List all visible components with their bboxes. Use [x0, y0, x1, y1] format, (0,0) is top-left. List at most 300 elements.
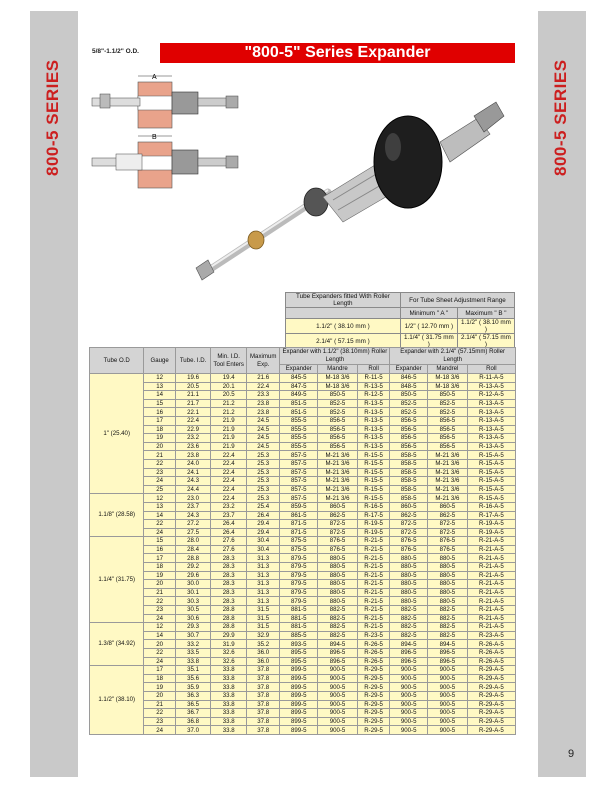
table-cell: 896-5 — [428, 649, 468, 658]
table-cell: 29.2 — [175, 563, 211, 572]
table-cell: 27.6 — [211, 545, 247, 554]
table-row — [90, 382, 516, 391]
table-cell: 871-5 — [280, 520, 318, 529]
min-id-header: Min. I.D. Tool Enters — [211, 348, 247, 374]
table-cell: 29.6 — [175, 571, 211, 580]
table-row — [90, 425, 516, 434]
tube-od-cell: 1.1/4" (31.75) — [90, 537, 144, 623]
table-cell: 900-5 — [390, 691, 428, 700]
table-cell: R-21-A-5 — [467, 614, 515, 623]
table-row — [90, 717, 516, 726]
table-cell: 851-5 — [280, 399, 318, 408]
tube-od-cell: 1" (25.40) — [90, 374, 144, 494]
table-cell: R-21-5 — [357, 571, 389, 580]
table-cell: 33.2 — [175, 640, 211, 649]
table-cell: 862-5 — [428, 511, 468, 520]
table-cell: 896-5 — [318, 657, 358, 666]
table-cell: 23.7 — [175, 502, 211, 511]
table-cell: 899-5 — [280, 674, 318, 683]
table-cell: R-21-A-5 — [467, 563, 515, 572]
left-sidebar — [30, 11, 78, 777]
table-cell: 22.4 — [175, 416, 211, 425]
table-cell: 855-5 — [280, 425, 318, 434]
table-cell: 880-5 — [318, 563, 358, 572]
table-cell: R-13-5 — [357, 442, 389, 451]
table-cell: 899-5 — [280, 700, 318, 709]
table-cell: R-15-A-5 — [467, 494, 515, 503]
table-cell: 882-5 — [390, 631, 428, 640]
table-row — [90, 666, 516, 675]
table-cell: R-21-5 — [357, 537, 389, 546]
table-cell: 31.3 — [246, 571, 279, 580]
table-cell: 856-5 — [390, 416, 428, 425]
table-cell: R-21-5 — [357, 545, 389, 554]
table-cell: R-29-A-5 — [467, 666, 515, 675]
table-cell: 23.8 — [246, 399, 279, 408]
table-cell: R-26-A-5 — [467, 640, 515, 649]
table-cell: R-15-5 — [357, 468, 389, 477]
table-cell: R-29-5 — [357, 683, 389, 692]
table-cell: R-13-A-5 — [467, 425, 515, 434]
table-cell: 31.5 — [246, 606, 279, 615]
table-cell: 21.9 — [211, 442, 247, 451]
table-cell: 37.8 — [246, 726, 279, 735]
table-row — [90, 588, 516, 597]
table-cell: R-11-5 — [357, 374, 389, 383]
table-cell: R-29-5 — [357, 666, 389, 675]
table-cell: 22.4 — [211, 451, 247, 460]
maximum-b-header: Maximum " B " — [457, 308, 514, 319]
table-cell: 14 — [144, 631, 175, 640]
table-cell: 23.6 — [175, 442, 211, 451]
table-cell: 30.1 — [175, 588, 211, 597]
table-cell: 13 — [144, 382, 175, 391]
table-cell: 22.4 — [211, 459, 247, 468]
table-cell: 857-5 — [280, 494, 318, 503]
table-cell: R-13-5 — [357, 425, 389, 434]
table-cell: 856-5 — [318, 425, 358, 434]
roll2-header: Roll — [467, 365, 515, 374]
diagram-label-b: B — [152, 134, 157, 141]
table-cell: 880-5 — [390, 563, 428, 572]
table-cell: 900-5 — [428, 709, 468, 718]
table-row — [90, 674, 516, 683]
table-cell: 24.3 — [175, 477, 211, 486]
table-cell: 856-5 — [390, 425, 428, 434]
table-cell: 21.2 — [211, 399, 247, 408]
table-cell: 23 — [144, 717, 175, 726]
table-cell: 28.3 — [211, 580, 247, 589]
adjustment-row: 1.1/2" ( 38.10 mm ) 1/2" ( 12.70 mm ) 1.1/2" ( 38.10 mm ) — [286, 319, 515, 334]
table-cell: 896-5 — [428, 657, 468, 666]
table-cell: 881-5 — [280, 623, 318, 632]
table-cell: 880-5 — [318, 554, 358, 563]
table-cell: 23 — [144, 468, 175, 477]
table-cell: R-15-5 — [357, 451, 389, 460]
table-cell: 860-5 — [428, 502, 468, 511]
table-cell: R-13-5 — [357, 382, 389, 391]
table-cell: 26.4 — [211, 528, 247, 537]
table-row — [90, 511, 516, 520]
table-cell: R-29-5 — [357, 674, 389, 683]
table-cell: 31.9 — [211, 640, 247, 649]
table-row — [90, 691, 516, 700]
table-cell: 28.0 — [175, 537, 211, 546]
table-cell: 872-5 — [318, 520, 358, 529]
table-cell: 900-5 — [390, 674, 428, 683]
table-cell: 27.5 — [175, 528, 211, 537]
table-cell: 30.3 — [175, 597, 211, 606]
table-cell: 872-5 — [428, 528, 468, 537]
drive-shank — [440, 102, 504, 162]
table-cell: 900-5 — [318, 683, 358, 692]
table-cell: R-21-5 — [357, 614, 389, 623]
table-cell: 18 — [144, 674, 175, 683]
table-cell: 881-5 — [280, 614, 318, 623]
table-cell: R-15-5 — [357, 459, 389, 468]
right-sidebar — [538, 11, 586, 777]
table-cell: R-15-A-5 — [467, 468, 515, 477]
table-cell: R-29-5 — [357, 700, 389, 709]
table-cell: 25.3 — [246, 468, 279, 477]
table-cell: 900-5 — [428, 683, 468, 692]
table-cell: R-21-A-5 — [467, 571, 515, 580]
table-cell: 895-5 — [280, 657, 318, 666]
table-cell: 900-5 — [428, 666, 468, 675]
table-cell: R-21-5 — [357, 606, 389, 615]
table-cell: 896-5 — [390, 657, 428, 666]
table-cell: R-21-5 — [357, 623, 389, 632]
table-cell: 900-5 — [390, 683, 428, 692]
table-cell: 880-5 — [428, 554, 468, 563]
table-row — [90, 520, 516, 529]
table-cell: 16 — [144, 408, 175, 417]
table-cell: 856-5 — [318, 434, 358, 443]
table-cell: R-19-5 — [357, 520, 389, 529]
table-row — [90, 640, 516, 649]
table-cell: 30.6 — [175, 614, 211, 623]
table-cell: 24 — [144, 726, 175, 735]
table-cell: 858-5 — [390, 451, 428, 460]
table-cell: 30.7 — [175, 631, 211, 640]
table-row — [90, 374, 516, 383]
table-cell: 899-5 — [280, 691, 318, 700]
table-cell: 855-5 — [280, 434, 318, 443]
table-cell: M-21 3/6 — [428, 459, 468, 468]
table-row — [90, 485, 516, 494]
table-cell: 900-5 — [390, 666, 428, 675]
table-cell: 872-5 — [428, 520, 468, 529]
table-cell: R-29-5 — [357, 726, 389, 735]
table-cell: 18 — [144, 563, 175, 572]
table-cell: 880-5 — [428, 597, 468, 606]
table-cell: R-21-5 — [357, 588, 389, 597]
table-cell: 882-5 — [428, 623, 468, 632]
table-cell: 852-5 — [390, 408, 428, 417]
table-cell: R-21-5 — [357, 563, 389, 572]
table-cell: R-13-A-5 — [467, 416, 515, 425]
table-cell: 22 — [144, 597, 175, 606]
table-cell: 880-5 — [318, 580, 358, 589]
table-cell: 27.6 — [211, 537, 247, 546]
table-cell: 899-5 — [280, 726, 318, 735]
table-cell: 23 — [144, 606, 175, 615]
table-row — [90, 597, 516, 606]
table-cell: 856-5 — [428, 434, 468, 443]
tube-id-header: Tube. I.D. — [175, 348, 211, 374]
table-cell: R-13-5 — [357, 408, 389, 417]
table-cell: 899-5 — [280, 709, 318, 718]
table-cell: 19 — [144, 434, 175, 443]
table-cell: R-29-A-5 — [467, 683, 515, 692]
table-cell: 36.3 — [175, 691, 211, 700]
table-cell: 851-5 — [280, 408, 318, 417]
table-cell: 24 — [144, 477, 175, 486]
table-cell: R-13-A-5 — [467, 399, 515, 408]
table-cell: M-18 3/6 — [428, 374, 468, 383]
table-cell: 20.1 — [211, 382, 247, 391]
table-cell: 25.3 — [246, 459, 279, 468]
table-cell: 30.0 — [175, 580, 211, 589]
table-cell: 29.3 — [175, 623, 211, 632]
table-row — [90, 494, 516, 503]
table-cell: 28.3 — [211, 588, 247, 597]
table-cell: 21 — [144, 451, 175, 460]
table-cell: R-16-A-5 — [467, 502, 515, 511]
table-cell: 899-5 — [280, 717, 318, 726]
table-cell: 880-5 — [390, 588, 428, 597]
table-cell: 899-5 — [280, 666, 318, 675]
table-cell: M-21 3/6 — [318, 494, 358, 503]
table-cell: R-21-5 — [357, 597, 389, 606]
table-cell: 36.7 — [175, 709, 211, 718]
table-cell: 23.8 — [175, 451, 211, 460]
table-cell: 22.4 — [211, 494, 247, 503]
table-cell: 894-5 — [318, 640, 358, 649]
table-row — [90, 528, 516, 537]
table-cell: 856-5 — [318, 416, 358, 425]
table-cell: R-15-A-5 — [467, 485, 515, 494]
roller-cage-ring — [304, 188, 328, 216]
table-cell: R-13-5 — [357, 416, 389, 425]
table-cell: 882-5 — [390, 623, 428, 632]
table-row — [90, 399, 516, 408]
table-cell: 21.9 — [211, 425, 247, 434]
minimum-a-header: Minimum " A " — [400, 308, 457, 319]
tube-od-cell: 1.1/2" (38.10) — [90, 666, 144, 735]
table-cell: 27.2 — [175, 520, 211, 529]
max-exp-header: Maximum Exp. — [246, 348, 279, 374]
table-cell: R-13-A-5 — [467, 382, 515, 391]
table-cell: 15 — [144, 399, 175, 408]
roll-header: Roll — [357, 365, 389, 374]
table-row — [90, 459, 516, 468]
mandrel2-header: Mandrel — [428, 365, 468, 374]
table-cell: 879-5 — [280, 563, 318, 572]
table-cell: 29.9 — [211, 631, 247, 640]
table-cell: 24 — [144, 528, 175, 537]
table-cell: 33.8 — [175, 657, 211, 666]
tube-od-cell: 1.3/8" (34.92) — [90, 623, 144, 666]
table-cell: 28.3 — [211, 563, 247, 572]
table-cell: R-29-5 — [357, 691, 389, 700]
side-label-right: 800-5 SERIES — [551, 59, 570, 176]
table-cell: 21 — [144, 700, 175, 709]
table-cell: 852-5 — [428, 399, 468, 408]
table-cell: 23.0 — [175, 494, 211, 503]
table-cell: 22.4 — [211, 468, 247, 477]
table-cell: 36.8 — [175, 717, 211, 726]
table-cell: R-29-A-5 — [467, 691, 515, 700]
table-cell: R-29-A-5 — [467, 674, 515, 683]
table-cell: 30.5 — [175, 606, 211, 615]
table-cell: 37.8 — [246, 691, 279, 700]
table-cell: R-12-5 — [357, 391, 389, 400]
table-cell: 14 — [144, 391, 175, 400]
table-cell: R-29-A-5 — [467, 726, 515, 735]
table-cell: 12 — [144, 623, 175, 632]
table-cell: 880-5 — [390, 580, 428, 589]
table-cell: R-11-A-5 — [467, 374, 515, 383]
adjustment-group-header: For Tube Sheet Adjustment Range — [400, 293, 514, 308]
table-cell: 22 — [144, 520, 175, 529]
table-cell: 33.8 — [211, 709, 247, 718]
table-cell: 880-5 — [428, 588, 468, 597]
table-cell: 33.8 — [211, 717, 247, 726]
table-cell: 37.0 — [175, 726, 211, 735]
table-cell: M-21 3/6 — [428, 494, 468, 503]
table-row — [90, 537, 516, 546]
table-cell: 21.9 — [211, 416, 247, 425]
table-cell: 856-5 — [390, 434, 428, 443]
table-cell: R-15-A-5 — [467, 451, 515, 460]
gauge-header: Gauge — [144, 348, 175, 374]
table-cell: 28.4 — [175, 545, 211, 554]
table-cell: 13 — [144, 502, 175, 511]
table-cell: 21.2 — [211, 408, 247, 417]
table-cell: 24.1 — [175, 468, 211, 477]
table-cell: 872-5 — [318, 528, 358, 537]
table-cell: 36.5 — [175, 700, 211, 709]
table-cell: 856-5 — [318, 442, 358, 451]
table-row — [90, 606, 516, 615]
table-cell: 900-5 — [428, 674, 468, 683]
table-cell: 881-5 — [280, 606, 318, 615]
table-cell: 31.5 — [246, 614, 279, 623]
table-cell: 24.0 — [175, 459, 211, 468]
table-cell: 900-5 — [428, 691, 468, 700]
adjustment-range-table — [285, 292, 515, 349]
table-cell: 17 — [144, 416, 175, 425]
table-cell: R-21-A-5 — [467, 580, 515, 589]
table-cell: 857-5 — [280, 485, 318, 494]
table-cell: 882-5 — [318, 623, 358, 632]
table-cell: R-21-A-5 — [467, 545, 515, 554]
table-cell: R-15-5 — [357, 494, 389, 503]
table-cell: M-21 3/6 — [318, 468, 358, 477]
table-cell: 31.3 — [246, 597, 279, 606]
table-cell: 880-5 — [428, 571, 468, 580]
table-cell: R-15-5 — [357, 485, 389, 494]
table-cell: 852-5 — [318, 399, 358, 408]
table-cell: 857-5 — [280, 477, 318, 486]
table-cell: 26.4 — [211, 520, 247, 529]
table-cell: 848-5 — [390, 382, 428, 391]
table-cell: 21.1 — [175, 391, 211, 400]
table-cell: 880-5 — [390, 597, 428, 606]
table-cell: M-18 3/6 — [318, 382, 358, 391]
table-cell: 22.4 — [211, 485, 247, 494]
table-cell: 860-5 — [390, 502, 428, 511]
page-number: 9 — [568, 748, 575, 760]
table-row — [90, 391, 516, 400]
table-cell: R-21-A-5 — [467, 597, 515, 606]
table-cell: 31.3 — [246, 588, 279, 597]
table-cell: 30.4 — [246, 545, 279, 554]
page-title: "800-5" Series Expander — [244, 44, 431, 61]
table-cell: 875-5 — [280, 545, 318, 554]
table-cell: 879-5 — [280, 571, 318, 580]
table-cell: R-29-5 — [357, 717, 389, 726]
expander-body — [374, 116, 442, 208]
table-cell: 900-5 — [428, 717, 468, 726]
table-cell: 876-5 — [390, 537, 428, 546]
table-cell: 880-5 — [428, 563, 468, 572]
table-cell: 25.3 — [246, 477, 279, 486]
roller-length-header: Tube Expanders fitted With Roller Length — [286, 293, 401, 308]
table-cell: R-21-5 — [357, 554, 389, 563]
table-cell: 900-5 — [428, 700, 468, 709]
table-cell: R-26-5 — [357, 649, 389, 658]
table-row — [90, 563, 516, 572]
table-cell: 28.8 — [211, 614, 247, 623]
table-cell: 882-5 — [318, 631, 358, 640]
table-cell: 856-5 — [428, 442, 468, 451]
expander-header: Expander — [280, 365, 318, 374]
table-cell: 900-5 — [318, 691, 358, 700]
expander-spec-table — [89, 347, 516, 735]
table-cell: 32.9 — [246, 631, 279, 640]
table-row — [90, 683, 516, 692]
table-cell: 12 — [144, 374, 175, 383]
table-cell: 850-5 — [390, 391, 428, 400]
table-cell: 24.5 — [246, 434, 279, 443]
table-cell: 37.8 — [246, 674, 279, 683]
table-cell: 856-5 — [428, 416, 468, 425]
table-cell: R-21-A-5 — [467, 554, 515, 563]
table-cell: 893-5 — [280, 640, 318, 649]
table-cell: M-18 3/6 — [318, 374, 358, 383]
table-cell: 882-5 — [318, 614, 358, 623]
table-cell: 17 — [144, 554, 175, 563]
table-cell: 33.8 — [211, 691, 247, 700]
table-cell: 900-5 — [390, 726, 428, 735]
table-cell: 25.3 — [246, 451, 279, 460]
size-range-label: 5/8"-1.1/2" O.D. — [92, 48, 139, 55]
table-cell: R-13-A-5 — [467, 408, 515, 417]
table-cell: 25.3 — [246, 485, 279, 494]
table-row — [90, 416, 516, 425]
table-row — [90, 657, 516, 666]
table-cell: 880-5 — [390, 571, 428, 580]
table-cell: 15 — [144, 537, 175, 546]
table-cell: 31.3 — [246, 563, 279, 572]
table-cell: 900-5 — [318, 666, 358, 675]
table-cell: R-13-A-5 — [467, 434, 515, 443]
table-cell: R-13-5 — [357, 434, 389, 443]
table-cell: R-21-A-5 — [467, 588, 515, 597]
table-cell: 879-5 — [280, 554, 318, 563]
